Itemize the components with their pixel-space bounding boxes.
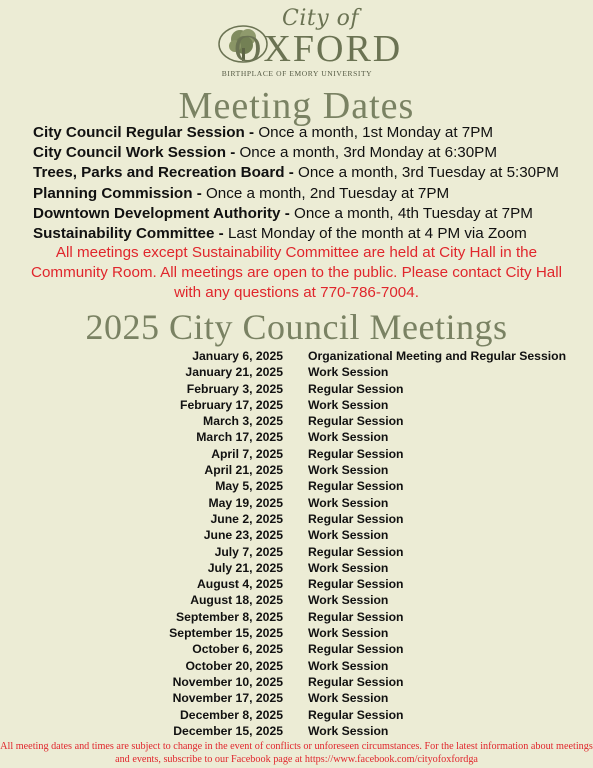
schedule-item xyxy=(33,224,588,244)
meeting-type: Work Session xyxy=(308,495,389,510)
meeting-date: April 7, 2025 xyxy=(211,446,283,461)
meeting-type: Regular Session xyxy=(308,479,404,494)
meeting-date: July 7, 2025 xyxy=(214,544,283,559)
meeting-row xyxy=(0,544,593,560)
meeting-date: October 20, 2025 xyxy=(185,658,283,673)
meeting-date: March 3, 2025 xyxy=(203,414,283,429)
meeting-row xyxy=(0,462,593,478)
meeting-type: Work Session xyxy=(308,658,389,673)
schedule-detail: Once a month, 3rd Monday at 6:30PM xyxy=(235,144,497,162)
meeting-row xyxy=(0,560,593,576)
schedule-item xyxy=(33,163,588,183)
logo-name-text: OXFORD xyxy=(234,28,403,70)
meeting-row xyxy=(0,381,593,397)
meeting-type: Regular Session xyxy=(308,511,404,526)
schedule-item xyxy=(33,143,588,163)
meeting-row xyxy=(0,609,593,625)
meeting-row xyxy=(0,641,593,657)
meeting-type: Regular Session xyxy=(308,674,404,689)
meeting-type: Regular Session xyxy=(308,642,404,657)
meeting-type: Regular Session xyxy=(308,577,404,592)
meeting-type: Regular Session xyxy=(308,414,404,429)
meeting-row xyxy=(0,707,593,723)
meeting-date: November 10, 2025 xyxy=(172,674,283,689)
meeting-date: April 21, 2025 xyxy=(204,463,283,478)
meeting-type: Work Session xyxy=(308,430,389,445)
meeting-type: Work Session xyxy=(308,528,389,543)
schedule-detail: Once a month, 3rd Tuesday at 5:30PM xyxy=(293,164,559,182)
meeting-date: November 17, 2025 xyxy=(172,691,283,706)
schedule-detail: Once a month, 4th Tuesday at 7PM xyxy=(289,204,533,222)
meeting-row xyxy=(0,658,593,674)
meeting-type: Work Session xyxy=(308,463,389,478)
meeting-date: February 17, 2025 xyxy=(180,397,283,412)
meeting-type: Work Session xyxy=(308,560,389,575)
meeting-row xyxy=(0,690,593,706)
meeting-type: Organizational Meeting and Regular Session xyxy=(308,349,567,363)
meeting-date: August 4, 2025 xyxy=(196,577,283,592)
meeting-type: Work Session xyxy=(308,723,389,738)
meeting-date: March 17, 2025 xyxy=(196,430,283,445)
meeting-row xyxy=(0,478,593,494)
meeting-date: May 5, 2025 xyxy=(215,479,283,494)
city-logo xyxy=(216,6,403,82)
schedule-item xyxy=(33,184,588,204)
schedule-item xyxy=(33,123,588,143)
meeting-type: Work Session xyxy=(308,365,389,380)
meeting-date: October 6, 2025 xyxy=(192,642,283,657)
meeting-row xyxy=(0,446,593,462)
location-notice: All meetings except Sustainability Committee are held at City Hall in the Community Room. All meetings are open to the public. Please contact City Hall with any questions at 770-786-7004. xyxy=(31,244,562,302)
schedule-body-name: Sustainability Committee - xyxy=(33,225,224,243)
meeting-type: Work Session xyxy=(308,626,389,641)
meeting-schedule-list xyxy=(33,123,588,244)
meeting-row xyxy=(0,723,593,739)
meeting-type: Work Session xyxy=(308,691,389,706)
logo-tagline: BIRTHPLACE OF EMORY UNIVERSITY xyxy=(221,69,373,78)
meeting-type: Work Session xyxy=(308,593,389,608)
meeting-type: Work Session xyxy=(308,397,389,412)
meeting-date: May 19, 2025 xyxy=(208,495,283,510)
schedule-body-name: City Council Work Session - xyxy=(33,144,236,162)
schedule-body-name: Trees, Parks and Recreation Board - xyxy=(33,164,294,182)
section-title: 2025 City Council Meetings xyxy=(85,307,508,347)
meeting-date: September 15, 2025 xyxy=(169,626,283,641)
meeting-type: Regular Session xyxy=(308,609,404,624)
meeting-row xyxy=(0,625,593,641)
meeting-row xyxy=(0,413,593,429)
schedule-detail: Once a month, 2nd Tuesday at 7PM xyxy=(201,184,450,202)
meeting-date: August 18, 2025 xyxy=(190,593,283,608)
meeting-date: January 6, 2025 xyxy=(192,349,283,363)
meeting-row xyxy=(0,364,593,380)
schedule-item xyxy=(33,204,588,224)
meeting-row xyxy=(0,397,593,413)
meeting-date: December 8, 2025 xyxy=(180,707,283,722)
meeting-row xyxy=(0,495,593,511)
meeting-row xyxy=(0,429,593,445)
logo-city-text: City of xyxy=(282,6,360,31)
meeting-date: June 23, 2025 xyxy=(203,528,283,543)
meeting-row xyxy=(0,576,593,592)
meeting-date: December 15, 2025 xyxy=(173,723,283,738)
meeting-date: June 2, 2025 xyxy=(210,511,283,526)
meeting-type: Regular Session xyxy=(308,446,404,461)
schedule-body-name: City Council Regular Session - xyxy=(33,124,255,141)
meeting-date: September 8, 2025 xyxy=(175,609,283,624)
schedule-detail: Once a month, 1st Monday at 7PM xyxy=(254,124,494,141)
footer-disclaimer: All meeting dates and times are subject to change in the event of conflicts or unforeseen circumstances. For the latest information about meetings and events, subscribe to our Facebook page at https://www.facebook.com/cityofoxfordga xyxy=(0,741,593,765)
meeting-date: February 3, 2025 xyxy=(186,381,283,396)
meeting-date: July 21, 2025 xyxy=(207,560,283,575)
meeting-type: Regular Session xyxy=(308,544,404,559)
page-title: Meeting Dates xyxy=(178,85,415,127)
meeting-type: Regular Session xyxy=(308,707,404,722)
meeting-row xyxy=(0,527,593,543)
meetings-table xyxy=(0,348,593,739)
meeting-row xyxy=(0,511,593,527)
meeting-type: Regular Session xyxy=(308,381,404,396)
meeting-row xyxy=(0,674,593,690)
meeting-row xyxy=(0,348,593,364)
schedule-body-name: Planning Commission - xyxy=(33,184,202,202)
meeting-date: January 21, 2025 xyxy=(185,365,283,380)
schedule-body-name: Downtown Development Authority - xyxy=(33,204,290,222)
meeting-row xyxy=(0,592,593,608)
schedule-detail: Last Monday of the month at 4 PM via Zoom xyxy=(223,225,527,243)
